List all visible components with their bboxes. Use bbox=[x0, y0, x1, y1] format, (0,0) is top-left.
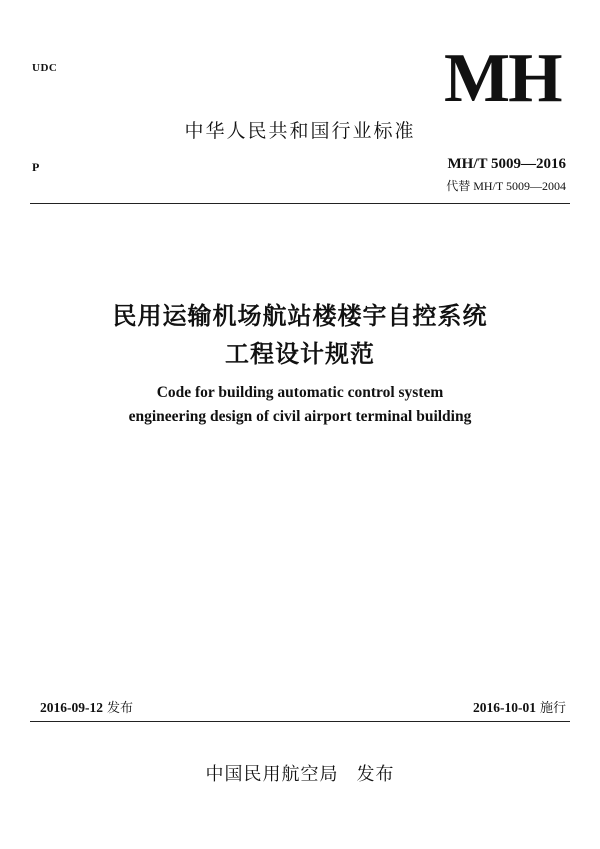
mh-logo: MH bbox=[444, 40, 561, 117]
issue-date-value: 2016-09-12 bbox=[40, 700, 103, 715]
publisher-line bbox=[0, 760, 600, 786]
title-en-line-1: Code for building automatic control system bbox=[156, 384, 444, 401]
title-en-line-2: engineering design of civil airport terminal building bbox=[128, 408, 472, 425]
publisher-name: 中国民用航空局 bbox=[205, 764, 339, 785]
issue-date bbox=[40, 697, 133, 716]
udc-label: UDC bbox=[32, 62, 58, 74]
implementation-date bbox=[473, 697, 566, 716]
title-zh-line-2: 工程设计规范 bbox=[225, 340, 375, 368]
top-divider bbox=[30, 203, 570, 204]
category-code: P bbox=[32, 160, 40, 174]
implementation-date-label: 施行 bbox=[539, 701, 566, 716]
replaces-note: 代替 MH/T 5009—2004 bbox=[446, 179, 566, 193]
standard-number: MH/T 5009—2016 bbox=[447, 156, 566, 172]
implementation-date-value: 2016-10-01 bbox=[472, 700, 536, 715]
bottom-divider bbox=[30, 721, 570, 722]
title-zh-line-1: 民用运输机场航站楼楼宇自控系统 bbox=[112, 302, 488, 330]
issue-date-label: 发布 bbox=[107, 701, 134, 716]
publish-label: 发布 bbox=[356, 764, 395, 785]
standard-type-title: 中华人民共和国行业标准 bbox=[184, 120, 416, 142]
